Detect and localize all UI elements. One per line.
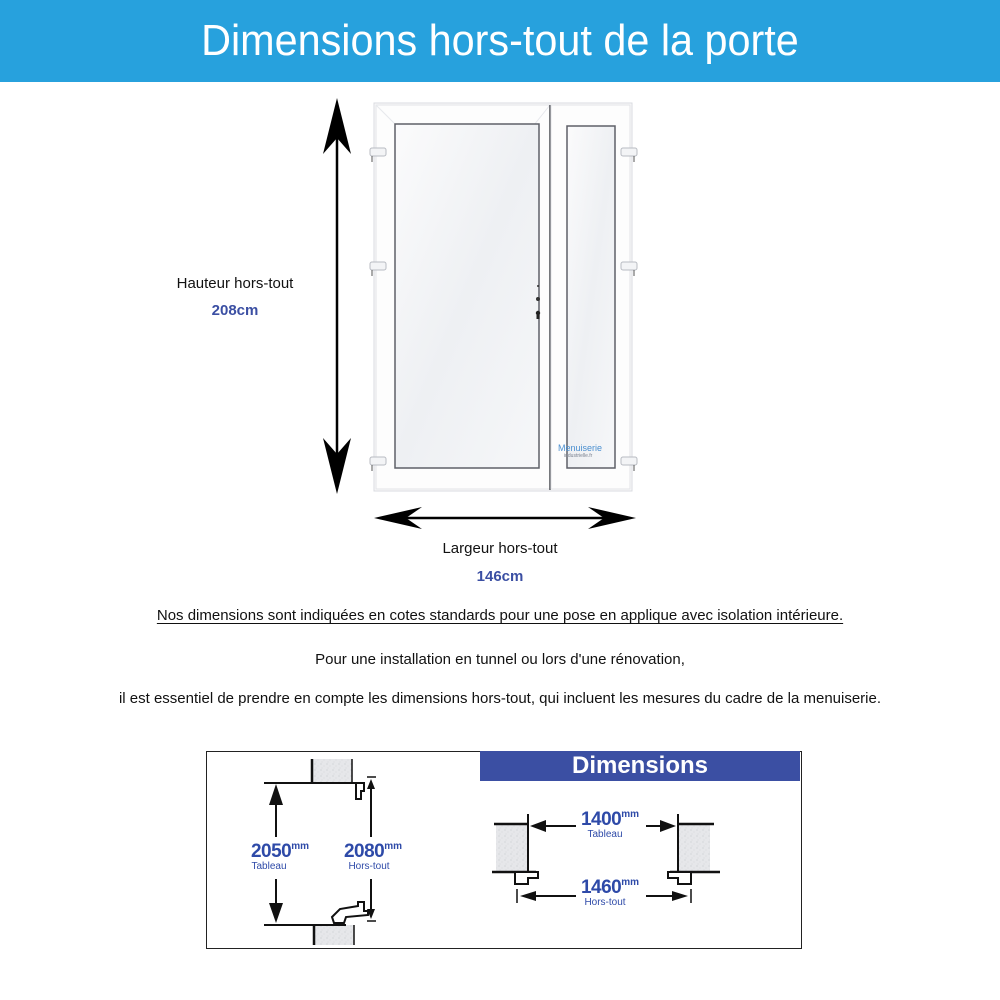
height-arrow-icon bbox=[320, 96, 354, 496]
height-label: Hauteur hors-tout bbox=[176, 275, 294, 292]
dim-width-hors-tout-unit: mm bbox=[621, 877, 640, 888]
door-illustration bbox=[368, 100, 640, 495]
note-line3: il est essentiel de prendre en compte les dimensions hors-tout, qui incluent les mesures du cadre de la menuiserie. bbox=[118, 690, 882, 707]
dim-height-tableau-value: 2050 bbox=[250, 841, 292, 862]
dim-width-hors-tout-label: Hors-tout bbox=[584, 897, 626, 908]
dim-width-tableau-value: 1400 bbox=[580, 809, 622, 830]
note-line1: Nos dimensions sont indiquées en cotes standards pour une pose en applique avec isolation intérieure. bbox=[156, 607, 844, 624]
width-value: 146cm bbox=[476, 568, 524, 585]
dim-height-hors-tout-unit: mm bbox=[384, 841, 403, 852]
dim-height-tableau bbox=[245, 842, 315, 872]
dim-width-hors-tout-value: 1460 bbox=[580, 877, 622, 898]
dimensions-title: Dimensions bbox=[571, 752, 709, 779]
dim-height-tableau-label: Tableau bbox=[251, 861, 287, 872]
dim-width-hors-tout bbox=[570, 878, 650, 908]
watermark-line1: Menuiserie bbox=[558, 443, 603, 453]
width-label: Largeur hors-tout bbox=[442, 540, 558, 557]
note-standard-dimensions bbox=[0, 607, 1000, 624]
dim-height-hors-tout-label: Hors-tout bbox=[348, 861, 390, 872]
dim-height-hors-tout bbox=[338, 842, 408, 872]
dim-width-tableau-unit: mm bbox=[621, 809, 640, 820]
watermark-logo bbox=[558, 444, 602, 460]
dimensions-header bbox=[480, 751, 800, 781]
dim-width-tableau-label: Tableau bbox=[587, 829, 623, 840]
dim-width-tableau bbox=[570, 810, 650, 840]
dim-height-hors-tout-value: 2080 bbox=[343, 841, 385, 862]
width-arrow-icon bbox=[372, 504, 638, 532]
note-line2: Pour une installation en tunnel ou lors d'une rénovation, bbox=[315, 651, 685, 668]
height-value: 208cm bbox=[211, 302, 259, 319]
horizontal-section-drawing bbox=[480, 781, 800, 947]
dim-height-tableau-unit: mm bbox=[291, 841, 310, 852]
page-title: Dimensions hors-tout de la porte bbox=[201, 16, 799, 65]
title-banner bbox=[0, 0, 1000, 82]
watermark-line2: industrielle.fr bbox=[564, 453, 593, 459]
